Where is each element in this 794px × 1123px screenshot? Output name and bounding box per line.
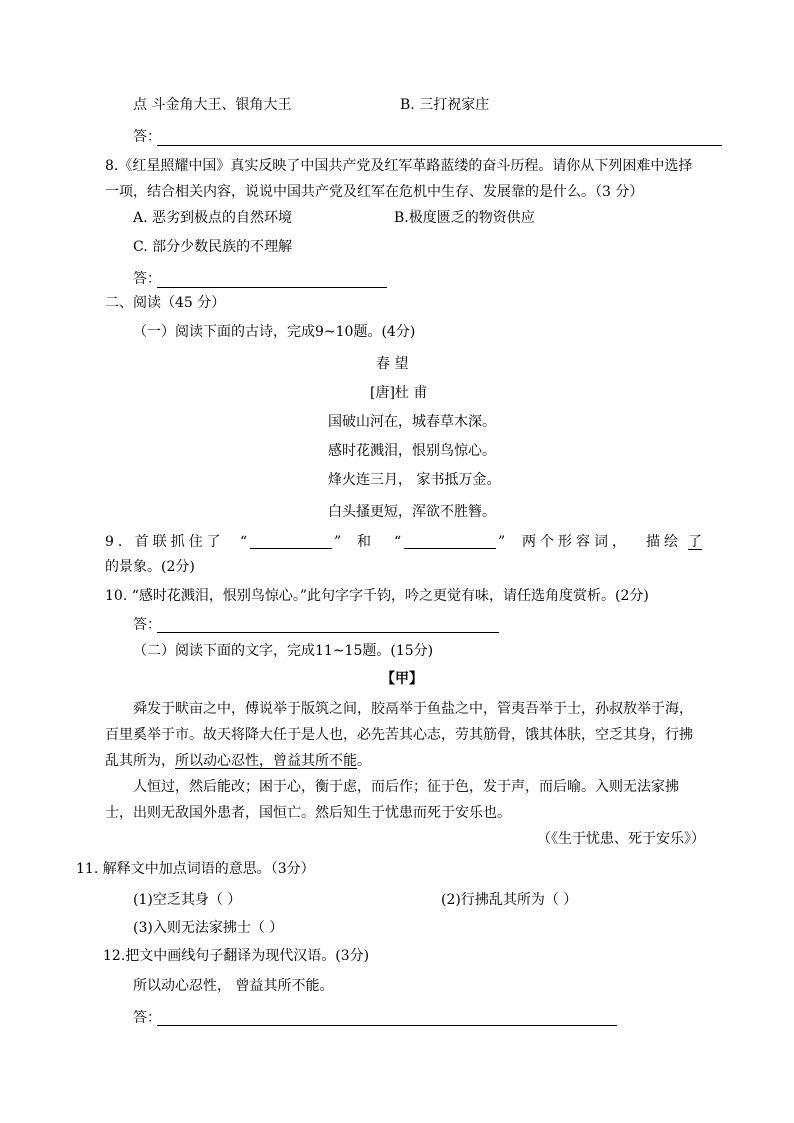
passage-p1-line2: 百里奚举于市。故天将降大任于是人也，必先苦其心志，劳其筋骨，饿其体肤，空乏其身，行拂: [105, 727, 693, 743]
q9-underlined-char: 了: [688, 534, 702, 550]
q9-quote1-close: ”: [334, 534, 342, 550]
q7-answer-label: 答：: [133, 129, 161, 145]
passage-p1-line1: 舜发于畎亩之中，傅说举于版筑之间，胶鬲举于鱼盐之中，管夷吾举于士，孙叔敖举于海，: [133, 701, 693, 717]
q9-quote1-open: “: [240, 534, 248, 550]
q10-answer-label: 答：: [133, 617, 161, 633]
q8-answer-label: 答：: [133, 271, 161, 287]
passage-p2-line1: 人恒过，然后能改；困于心，衡于虑，而后作；征于色，发于声，而后喻。入则无法家拂: [133, 779, 679, 795]
q11-item-1: (1)空乏其身（ ）: [133, 892, 242, 908]
passage-source: （《生于忧患、死于安乐》）: [537, 831, 705, 847]
passage-p1-line3: [105, 752, 371, 770]
passage-p1-line3-a: 乱其所为，: [105, 753, 175, 769]
q9-quote2-close: ”: [498, 534, 506, 550]
part2-intro: （二）阅读下面的文字，完成11~15题。(15分): [133, 643, 434, 659]
q9-quote2-open: “: [394, 534, 402, 550]
poem-line-2: 感时花溅泪，恨别鸟惊心。: [328, 443, 496, 459]
q9-blank-2[interactable]: [404, 548, 496, 549]
q7-option-d: 点 斗金角大王、银角大王: [133, 97, 292, 113]
passage-p2-line2: 士，出则无敌国外患者，国恒亡。然后知生于忧患而死于安乐也。: [105, 805, 511, 821]
q9-text-a: 9. 首联抓住了: [105, 534, 225, 550]
passage-p1-line3-b: 。: [357, 753, 371, 769]
q8-option-b: B.极度匮乏的物资供应: [394, 210, 535, 226]
passage-label: 【甲】: [381, 671, 423, 687]
q8-line2: 一项，结合相关内容，说说中国共产党及红军在危机中生存、发展靠的是什么。（3 分）: [105, 184, 644, 200]
q9-blank-1[interactable]: [250, 548, 332, 549]
poem-author: [唐]杜 甫: [370, 385, 428, 401]
section-2-heading: 二、阅读（45 分）: [105, 295, 226, 311]
q12-answer-label: 答：: [133, 1010, 161, 1026]
q11-item-2: (2)行拂乱其所为（ ）: [441, 892, 578, 908]
part1-intro: （一）阅读下面的古诗，完成9~10题。(4分): [133, 324, 416, 340]
q11-text: 11. 解释文中加点词语的意思。（3分）: [76, 861, 315, 877]
q9-text-c: 描绘: [646, 534, 682, 550]
poem-line-1: 国破山河在，城春草木深。: [328, 414, 496, 430]
q8-option-c: C. 部分少数民族的不理解: [133, 239, 293, 255]
q8-line1: 8.《红星照耀中国》真实反映了中国共产党及红军革路蓝缕的奋斗历程。请你从下列困难中选择: [105, 158, 693, 174]
q8-answer-line[interactable]: [157, 287, 387, 288]
q12-text: 12.把文中画线句子翻译为现代汉语。(3分): [103, 948, 370, 964]
poem-title: 春 望: [376, 356, 409, 372]
q10-text: 10. “感时花溅泪，恨别鸟惊心。”此句字字千钧，吟之更觉有味，请任选角度赏析。(2分): [105, 588, 649, 604]
q7-answer-line[interactable]: [157, 145, 722, 146]
poem-line-3: 烽火连三月， 家书抵万金。: [328, 472, 501, 488]
q9-line2: 的景象。(2分): [105, 559, 195, 575]
q11-item-3: (3)入则无法家拂士（ ）: [133, 920, 284, 936]
q9-text-b: 两个形容词，: [522, 534, 630, 550]
q8-option-a: A. 恶劣到极点的自然环境: [133, 210, 293, 226]
passage-underlined-sentence: 所以动心忍性，曾益其所不能: [175, 753, 357, 769]
q10-answer-line[interactable]: [157, 632, 499, 633]
poem-line-4: 白头搔更短，浑欲不胜簪。: [328, 504, 496, 520]
q9-and: 和: [357, 534, 371, 550]
q12-sentence: 所以动心忍性， 曾益其所不能。: [133, 978, 334, 994]
q12-answer-line[interactable]: [157, 1025, 617, 1026]
q7-option-b: B. 三打祝家庄: [400, 97, 490, 113]
